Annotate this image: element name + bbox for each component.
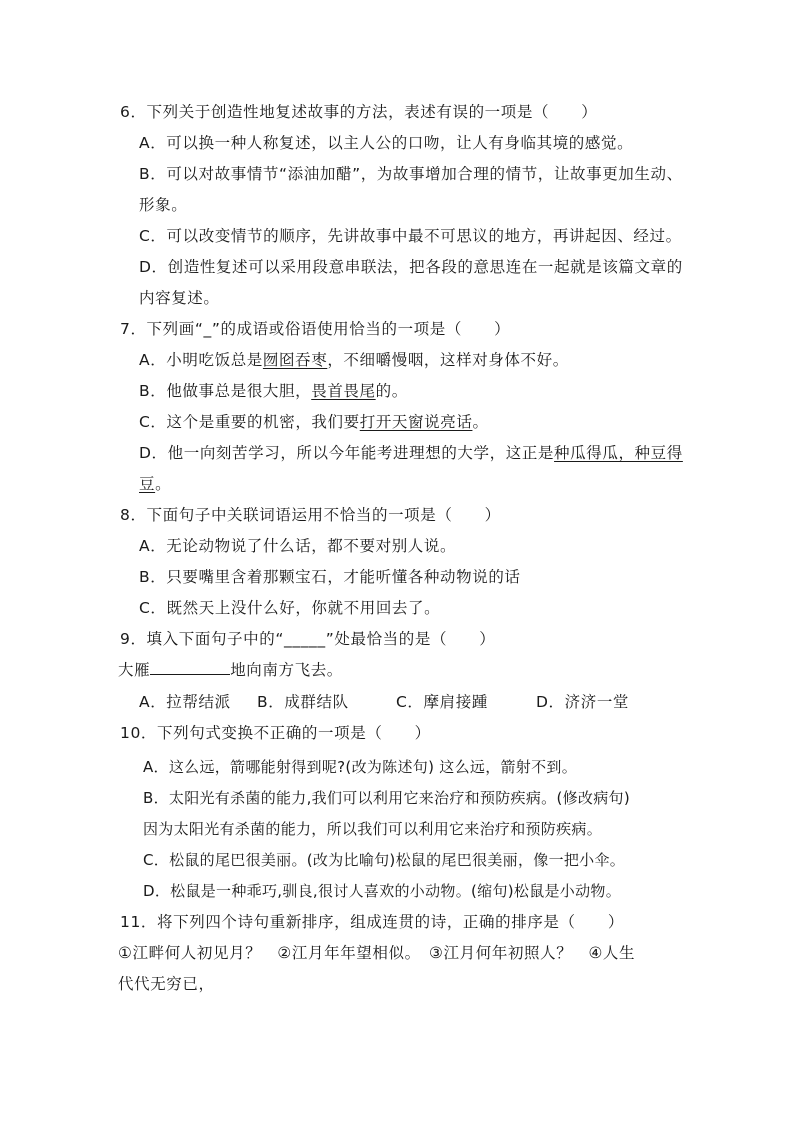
q7-stem: 7．下列画“_”的成语或俗语使用恰当的一项是（ ） (120, 320, 511, 338)
q8-option-c: C．既然天上没什么好，你就不用回去了。 (139, 599, 441, 617)
q10-option-c: C．松鼠的尾巴很美丽。(改为比喻句)松鼠的尾巴很美丽，像一把小伞。 (143, 851, 626, 869)
q6-option-a: A．可以换一种人称复述，以主人公的口吻，让人有身临其境的感觉。 (139, 134, 634, 152)
q7-d-suffix: 。 (155, 475, 172, 493)
q11-poem-line2: 代代无穷已， (118, 975, 215, 993)
q6-option-d-line1: D．创造性复述可以采用段意串联法，把各段的意思连在一起就是该篇文章的 (139, 258, 683, 276)
q8-stem: 8．下面句子中关联词语运用不恰当的一项是（ ） (120, 506, 501, 524)
q7-c-idiom: 打开天窗说亮话 (359, 413, 473, 431)
q8-option-b: B．只要嘴里含着那颗宝石，才能听懂各种动物说的话 (139, 568, 521, 586)
q7-d-proverb-part1: 种瓜得瓜，种豆得 (554, 444, 683, 462)
q9-answer-blank[interactable] (150, 660, 230, 675)
q7-c-prefix: C．这个是重要的机密，我们要 (139, 413, 360, 431)
q11-stem: 11．将下列四个诗句重新排序，组成连贯的诗，正确的排序是（ ） (120, 913, 624, 931)
q10-option-b-line1: B．太阳光有杀菌的能力,我们可以利用它来治疗和预防疾病。(修改病句) (143, 789, 630, 807)
q6-option-d-line2: 内容复述。 (139, 289, 220, 307)
q7-option-d-line1 (139, 442, 683, 464)
q7-a-suffix: ，不细嚼慢咽，这样对身体不好。 (327, 351, 569, 369)
q10-stem: 10．下列句式变换不正确的一项是（ ） (120, 724, 431, 742)
q9-sentence (118, 659, 343, 681)
q7-b-idiom: 畏首畏尾 (311, 382, 376, 400)
q6-option-b-line2: 形象。 (139, 196, 188, 214)
q10-option-b-line2: 因为太阳光有杀菌的能力，所以我们可以利用它来治疗和预防疾病。 (143, 820, 603, 838)
q10-option-a: A．这么远，箭哪能射得到呢?(改为陈述句) 这么远，箭射不到。 (143, 758, 577, 776)
q6-stem: 6．下列关于创造性地复述故事的方法，表述有误的一项是（ ） (120, 103, 598, 121)
q7-option-c (139, 411, 489, 433)
q6-option-c: C．可以改变情节的顺序，先讲故事中最不可思议的地方，再讲起因、经过。 (139, 227, 682, 245)
q7-c-suffix: 。 (472, 413, 489, 431)
q8-option-a: A．无论动物说了什么话，都不要对别人说。 (139, 537, 457, 555)
q9-option-a: A．拉帮结派 (139, 693, 231, 711)
q9-stem: 9．填入下面句子中的“_____”处最恰当的是（ ） (120, 630, 496, 648)
q9-option-c: C．摩肩接踵 (396, 693, 488, 711)
q9-sentence-suffix: 地向南方飞去。 (230, 661, 343, 679)
q7-option-a (139, 349, 569, 371)
q7-b-suffix: 的。 (375, 382, 408, 400)
q10-option-d: D．松鼠是一种乖巧,驯良,很讨人喜欢的小动物。(缩句)松鼠是小动物。 (143, 882, 621, 900)
q9-sentence-prefix: 大雁 (118, 661, 151, 679)
q7-option-b (139, 380, 408, 402)
q7-option-d-line2 (139, 473, 171, 495)
q7-a-prefix: A．小明吃饭总是 (139, 351, 263, 369)
q9-option-d: D．济济一堂 (536, 693, 630, 711)
q11-poem-line1: ①江畔何人初见月？ ②江月年年望相似。 ③江月何年初照人？ ④人生 (118, 944, 636, 962)
q7-a-idiom: 囫囵吞枣 (262, 351, 328, 369)
q7-d-prefix: D．他一向刻苦学习，所以今年能考进理想的大学，这正是 (139, 444, 555, 462)
q9-option-b: B．成群结队 (257, 693, 349, 711)
q7-b-prefix: B．他做事总是很大胆， (139, 382, 312, 400)
q6-option-b-line1: B．可以对故事情节“添油加醋”，为故事增加合理的情节，让故事更加生动、 (139, 165, 683, 183)
q7-d-proverb-part2: 豆 (139, 475, 156, 493)
